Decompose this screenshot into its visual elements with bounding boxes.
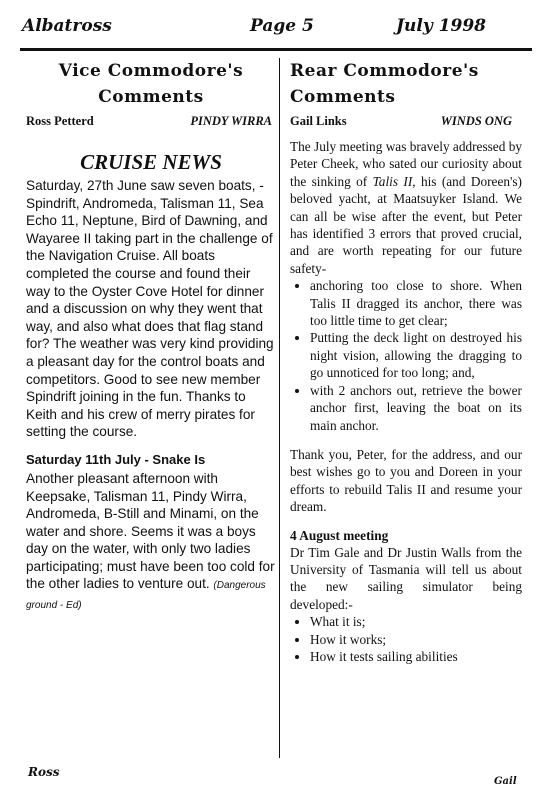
- rear-commodore-byline: [290, 114, 522, 132]
- rear-commodore-column: [290, 58, 522, 665]
- navigation-cruise-paragraph: Saturday, 27th June saw seven boats, - Spindrift, Andromeda, Talisman 11, Sea Echo 11, Neptune, Bird of Dawning, and Wayaree II taking part in the challenge of the Navigation Cruise. All boats completed the course and found their way to the Oyster Cove Hotel for dinner and a discussion on why they went that way, and also what does that flag stand for? The weather was very kind providing a pleasant day for the control boats and competitors. Good to see new member Spindrift joining in the fun. Thanks to Keith and his crew of merry pirates for setting the course.: [26, 178, 274, 440]
- safety-errors-list: [290, 277, 522, 434]
- author-name: Ross Petterd: [26, 114, 94, 128]
- boat-name: WINDS ONG: [440, 114, 512, 128]
- page-number: Page 5: [250, 16, 314, 36]
- august-meeting-paragraph: Dr Tim Gale and Dr Justin Walls from the University of Tasmania will tell us about the new sailing simulator being developed:-: [290, 544, 522, 612]
- boat-name: PINDY WIRRA: [190, 114, 272, 128]
- editor-note: (Dangerous ground - Ed): [26, 580, 266, 612]
- page-header: [22, 16, 532, 46]
- gail-signature: Gail: [494, 776, 517, 787]
- ross-signature: Ross: [28, 765, 60, 779]
- newsletter-name: Albatross: [22, 16, 112, 36]
- list-item: • anchoring too close to shore. When Talis II dragged its anchor, there was too little time to get clear;: [310, 277, 522, 329]
- list-item: • How it works;: [310, 631, 522, 648]
- vice-commodore-column: [26, 58, 276, 615]
- snake-island-heading: Saturday 11th July - Snake Is: [26, 451, 206, 467]
- list-item: • What it is;: [310, 613, 522, 630]
- column-divider: [279, 58, 280, 758]
- simulator-topics-list: [290, 613, 522, 665]
- thanks-paragraph: Thank you, Peter, for the address, and our best wishes go to you and Doreen in your efforts to rebuild Talis II and resume your dream.: [290, 446, 522, 515]
- author-name: Gail Links: [290, 114, 347, 128]
- list-item: • with 2 anchors out, retrieve the bower anchor first, leaving the boat on its main anchor.: [310, 382, 522, 434]
- list-item: • Putting the deck light on destroyed his night vision, allowing the dragging to go unnoticed for too long; and,: [310, 329, 522, 381]
- july-meeting-paragraph: The July meeting was bravely addressed by Peter Cheek, who sated our curiosity about the sinking of Talis II, his (and Doreen's) beloved yacht, at Maatsuyker Island. We can all be wise after the event, but Peter has identified 3 errors that proved crucial, and are worth repeating for our future safety-: [290, 139, 522, 276]
- snake-island-paragraph: Another pleasant afternoon with Keepsake, Talisman 11, Pindy Wirra, Andromeda, B-Still and Minami, on the water and shore. Seems it was a boys day on the water, with only two ladies participating; must have been too cold for the other ladies to venture out. (Dangerous ground - Ed): [26, 470, 275, 612]
- vice-commodore-byline: [26, 114, 276, 132]
- cruise-news-heading: CRUISE NEWS: [80, 150, 222, 174]
- august-meeting-heading: 4 August meeting: [290, 527, 389, 543]
- vice-commodore-title: Vice Commodore's Comments: [58, 61, 244, 107]
- issue-date: July 1998: [396, 16, 486, 36]
- header-rule: [20, 48, 532, 51]
- list-item: • How it tests sailing abilities: [310, 648, 522, 665]
- rear-commodore-title: Rear Commodore's Comments: [290, 61, 479, 107]
